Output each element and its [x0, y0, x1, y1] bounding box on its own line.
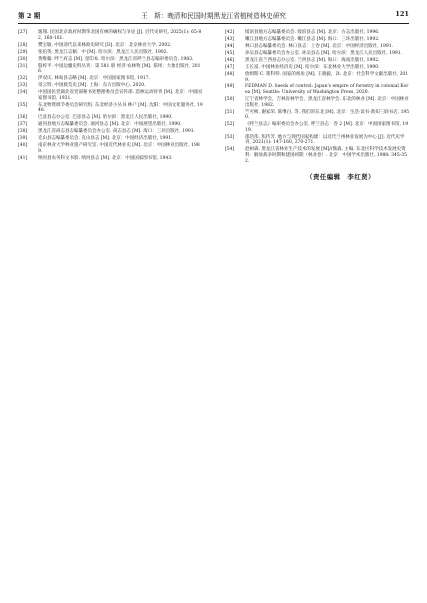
- reference-number: [40]: [18, 143, 28, 149]
- reference-text: 通河县地方志编纂委员会. 通河县志 [M]. 北京：中国展望出版社, 1990.: [38, 122, 182, 128]
- reference-number: [30]: [18, 56, 28, 62]
- reference-number: [43]: [225, 36, 235, 42]
- reference-text: 南京林业大学林业遗产研究室. 中国近代林业史 [M]. 北京：中国林业出版社, 1989.: [38, 143, 200, 154]
- reference-text: 竺可桢. 谢家荣. 陈继白. 等. 我们的东北 [M]. 北京：生活·读书·新知三联书店, 1950.: [245, 109, 410, 121]
- reference-number: [51]: [225, 109, 235, 115]
- references-column-right: [225, 30, 410, 181]
- reference-text: 孙吴县志编纂委员会办公室. 孙吴县志 [M]. 哈尔滨：黑龙江人民出版社, 1991.: [245, 50, 403, 56]
- page-header: [18, 9, 409, 24]
- reference-number: [54]: [225, 147, 235, 153]
- references-list-right: [225, 30, 410, 164]
- reference-item: [18, 143, 203, 154]
- reference-text: 东北物资调节委员会研究组. 东北经济小丛书 林产 [M]. 沈阳：中国文化服务社, 1948.: [38, 102, 203, 114]
- reference-number: [33]: [18, 83, 28, 89]
- reference-number: [32]: [18, 76, 28, 82]
- reference-number: [47]: [225, 64, 235, 70]
- reference-item: [18, 64, 203, 75]
- reference-text: FEDMAN D. Seeds of control: Japan's empire of forestry in colonial Korea [M]. Seattle: University of Washington Press, 2020.: [245, 84, 409, 96]
- issue-number: 第 2 期: [18, 12, 41, 20]
- reference-number: [28]: [18, 42, 28, 48]
- reference-number: [44]: [225, 43, 235, 49]
- reference-text: 中国国民党湖北省党部秘书处整理委员会宣传部. 造林运动特刊 [M]. 北京：中国国家图书馆, 1931.: [38, 90, 202, 101]
- reference-number: [49]: [225, 84, 235, 90]
- reference-item: [225, 97, 410, 108]
- reference-text: 伊双庆. 林甸县志略 [M]. 北京：中国国家图书馆, 1917.: [38, 76, 151, 82]
- reference-item: [225, 44, 410, 50]
- reference-text: 逸翔. 民国北京政府时期华北国有林的确权与争论 [J]. 近代史研究, 2025(1): 65-82, 160-161.: [38, 30, 202, 41]
- reference-text: 嫩江县地方志编纂委员会. 嫩江县志 [M]. 海口：三环出版社, 1992.: [245, 36, 380, 42]
- reference-text: 张伯英. 黑龙江志稿：中 [M]. 哈尔滨：黑龙江人民出版社, 1992.: [38, 49, 169, 55]
- reference-text: 绥滨县地方志编纂委员会. 绥滨县志 [M]. 北京：方志出版社, 1996.: [245, 30, 380, 35]
- reference-item: [18, 129, 203, 135]
- reference-number: [29]: [18, 49, 28, 55]
- reference-item: [225, 58, 410, 64]
- reference-text: 樊宝敏. 中国清代以来林政史研究 [D]. 北京：北京林业大学, 2002.: [38, 42, 172, 48]
- reference-text: 黄维翰. 呼兰府志 [M]. 壹印本. 哈尔滨：黑龙江省呼兰县志编审委员会, 1983.: [38, 56, 194, 62]
- reference-text: 林口县志编纂委员会. 林口县志：上卷 [M]. 北京：中国经济出版社, 1991.: [245, 43, 394, 49]
- reference-item: [18, 115, 203, 121]
- reference-number: [35]: [18, 102, 28, 108]
- reference-number: [50]: [225, 97, 235, 103]
- reference-item: [18, 76, 203, 82]
- reference-number: [36]: [18, 115, 28, 121]
- reference-item: [18, 103, 203, 114]
- reference-item: [225, 122, 410, 133]
- reference-number: [48]: [225, 71, 235, 77]
- reference-item: [225, 51, 410, 57]
- editor-credit: （责任编辑 李红贤）: [306, 173, 375, 182]
- reference-item: [225, 30, 410, 36]
- reference-text: 克山县志编纂委员会. 克山县志 [M]. 北京：中国经济出版社, 1991.: [38, 136, 173, 142]
- reference-number: [42]: [225, 30, 235, 35]
- references-column-left: [18, 30, 203, 163]
- reference-number: [52]: [225, 122, 235, 128]
- reference-number: [38]: [18, 129, 28, 135]
- reference-text: 黑龙江省尚志县志编纂委员会办公室. 尚志县志 [M]. 海口：三环出版社, 1991.: [38, 129, 196, 135]
- reference-text: 邵浩伟. 焦传芳. 地方与现代国家构建：以近代兰州林业发展为中心 [J]. 近代史学刊, 2021(1): 147-160, 270-271.: [245, 134, 405, 146]
- reference-text: 赵树森. 黑龙江省林业生产技术的发展 [M]//熊森, 主编. 东北区科学技术发展史资料：解放战争时期和建国初期（林业卷）. 北京：中国学术出版社, 1988: 345-352.: [245, 147, 407, 164]
- reference-item: [225, 37, 410, 43]
- reference-number: [37]: [18, 122, 28, 128]
- reference-item: [225, 135, 410, 146]
- reference-number: [31]: [18, 63, 28, 69]
- reference-item: [225, 84, 410, 95]
- reference-number: [27]: [18, 30, 28, 35]
- reference-item: [18, 50, 203, 56]
- reference-item: [225, 65, 410, 71]
- reference-number: [45]: [225, 50, 235, 56]
- reference-item: [18, 122, 203, 128]
- reference-item: [18, 30, 203, 41]
- reference-item: [18, 136, 203, 142]
- reference-number: [46]: [225, 57, 235, 63]
- reference-text: 詹姆斯·C. 斯科特. 国家的视角 [M]. 王晓毅，译. 北京：社会科学文献出版社, 2019.: [245, 71, 409, 83]
- running-title: 王 斯：晚清和民国时期黑龙江省植树造林史研究: [140, 12, 287, 20]
- reference-text: 王长富. 中国林业经济史 [M]. 哈尔滨：东北林业大学出版社, 1990.: [245, 64, 380, 70]
- reference-text: 《呼兰县志》编审委员会办公室. 呼兰县志：卷 2 [M]. 北京：中国国家图书馆, 1919.: [245, 122, 409, 133]
- reference-item: [18, 90, 203, 101]
- reference-text: 巴彦县志办公室. 巴彦县志 [M]. 哈尔滨：黑龙江人民出版社, 1990.: [38, 115, 173, 121]
- reference-number: [34]: [18, 90, 28, 96]
- reference-text: 黑龙江省兰西县志办公室. 兰西县志 [M]. 海口：海南出版社, 1992.: [245, 57, 380, 63]
- reference-number: [39]: [18, 136, 28, 142]
- reference-text: 哥云特. 中国救荒史 [M]. 上海：东方出版中心, 2020.: [38, 83, 146, 89]
- reference-item: [18, 57, 203, 63]
- reference-text: 辽宁省林学会，吉林省林学会，黑龙江省林学会. 东北的林业 [M]. 北京：中国林业出版社, 1982.: [245, 97, 409, 108]
- page-number: 121: [395, 10, 409, 18]
- reference-item: [18, 156, 203, 162]
- reference-number: [53]: [225, 134, 235, 140]
- reference-text: 殷梓平. 中国边疆史料丛刊：第 581 册 经济·农林牧 [M]. 郑州：大象出版社, 2016.: [38, 63, 201, 75]
- reference-text: 纳河县农务科文书股. 纳河县志 [M]. 北京：中国国家图书馆, 1943.: [38, 155, 173, 161]
- reference-item: [225, 72, 410, 83]
- reference-item: [225, 110, 410, 121]
- reference-item: [18, 43, 203, 49]
- reference-item: [18, 83, 203, 89]
- reference-number: [41]: [18, 155, 28, 161]
- reference-item: [225, 147, 410, 164]
